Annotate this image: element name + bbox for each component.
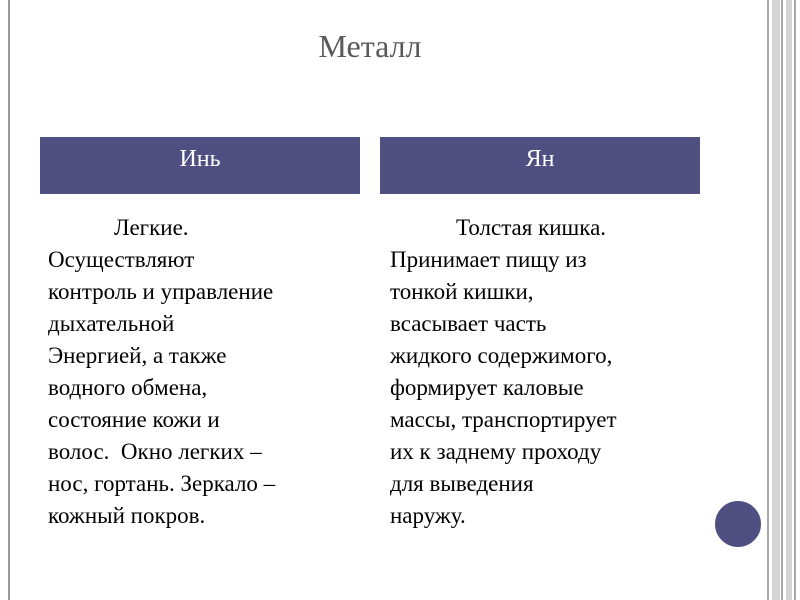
yang-line: массы, транспортирует <box>390 407 617 432</box>
right-decor-bar <box>786 0 792 600</box>
yang-line: Принимает пищу из <box>390 247 587 272</box>
yang-line: формирует каловые <box>390 375 584 400</box>
yin-line: кожный покров. <box>48 503 206 528</box>
decor-circle <box>714 500 762 548</box>
yang-line: их к заднему проходу <box>390 439 602 464</box>
right-decor-bar <box>794 0 796 600</box>
yang-line: для выведения <box>390 471 534 496</box>
right-decor-bar <box>767 0 769 600</box>
yin-line: волос. Окно легких – <box>48 439 262 464</box>
yin-line: Осуществляют <box>48 247 195 272</box>
slide-title: Металл <box>318 28 422 64</box>
yang-line: тонкой кишки, <box>390 279 534 304</box>
yin-line: состояние кожи и <box>48 407 220 432</box>
yin-line: контроль и управление <box>48 279 274 304</box>
yang-header: Ян <box>380 137 700 194</box>
right-decor-bar <box>781 0 783 600</box>
yang-line: жидкого содержимого, <box>390 343 613 368</box>
yin-line: дыхательной <box>48 311 175 336</box>
yin-line: водного обмена, <box>48 375 208 400</box>
yin-header: Инь <box>40 137 360 194</box>
yang-line: всасывает часть <box>390 311 547 336</box>
right-decor-bar <box>772 0 780 600</box>
yang-line: наружу. <box>390 503 466 528</box>
yang-first-line: Толстая кишка. <box>456 215 607 240</box>
yin-line: Энергией, а также <box>48 343 227 368</box>
yin-first-line: Легкие. <box>114 215 189 240</box>
yin-body <box>48 212 358 532</box>
yin-line: нос, гортань. Зеркало – <box>48 471 276 496</box>
left-divider <box>8 0 10 600</box>
yang-body <box>390 212 700 532</box>
